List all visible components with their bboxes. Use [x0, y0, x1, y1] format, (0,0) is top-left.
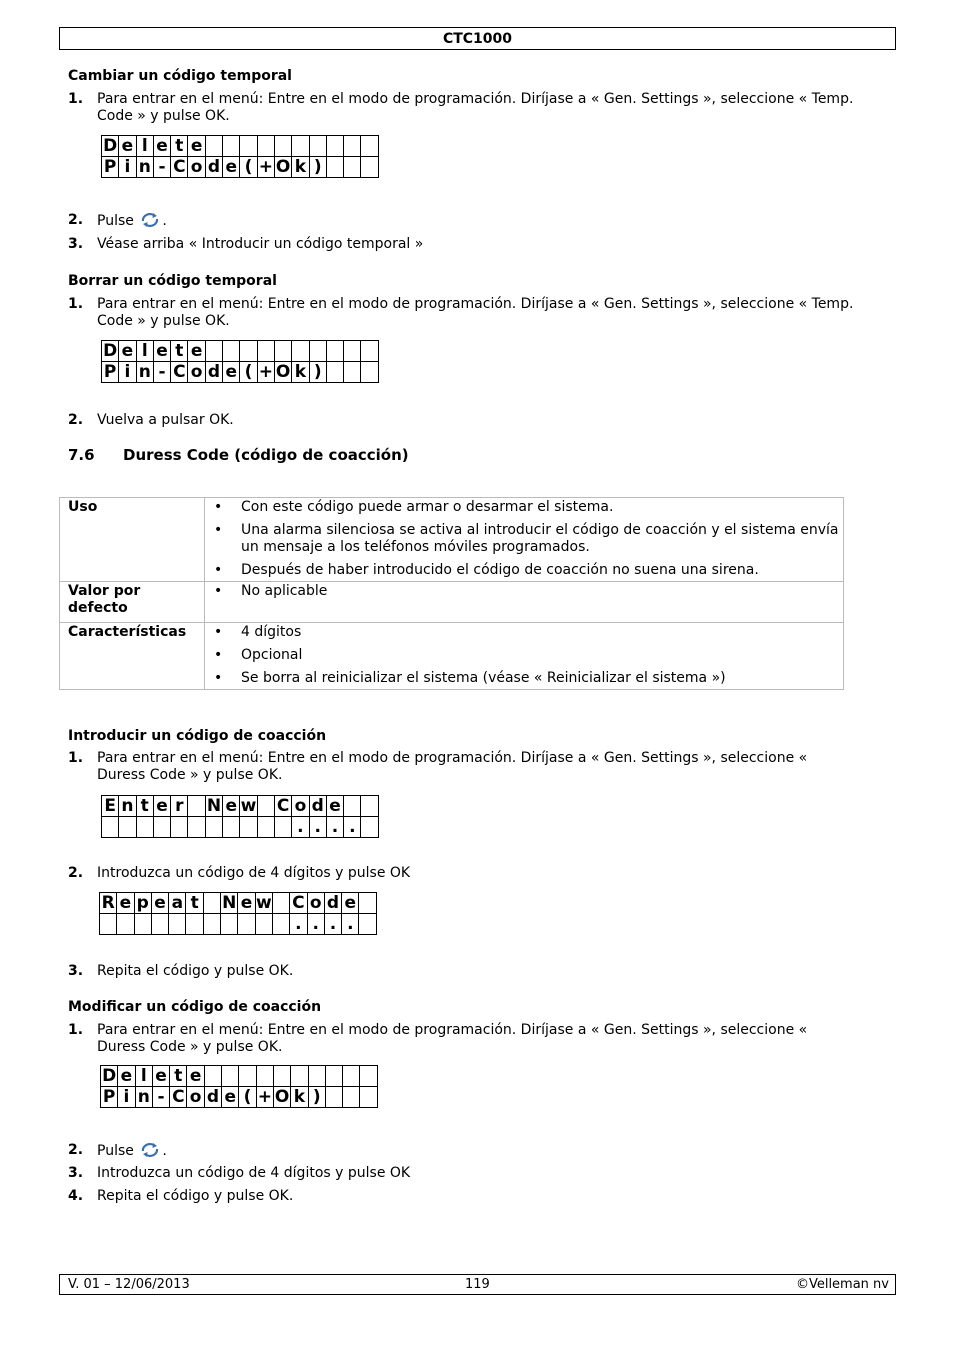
- lcd-cell: [361, 136, 378, 157]
- lcd-cell: [257, 136, 274, 157]
- lcd-cell: t: [186, 893, 203, 914]
- lcd-cell: l: [135, 1066, 152, 1087]
- header-title: CTC1000: [442, 31, 513, 47]
- lcd-cell: [188, 817, 205, 838]
- lcd-cell: e: [153, 341, 170, 362]
- lcd-cell: (: [240, 362, 257, 383]
- lcd-cell: O: [274, 1087, 290, 1107]
- lcd-cell: +: [258, 157, 273, 177]
- list-item: • Se borra al reinicializar el sistema (véase « Reinicializar el sistema »): [205, 670, 843, 687]
- lcd-cell: w: [255, 893, 272, 913]
- table-row: [60, 498, 844, 582]
- lcd-cell: o: [307, 893, 324, 914]
- step-1: 1. Para entrar en el menú: Entre en el modo de programación. Diríjase a « Gen. Settings », seleccione « Duress Code » y pulse OK.: [68, 1022, 808, 1055]
- lcd-cell: C: [290, 893, 307, 914]
- lcd-cell: C: [171, 362, 188, 383]
- lcd-cell: d: [324, 893, 341, 914]
- lcd-row: [102, 796, 379, 817]
- lcd-cell: o: [188, 157, 205, 178]
- lcd-cell: +: [257, 1087, 272, 1107]
- list-item: • Con este código puede armar o desarmar el sistema.: [205, 499, 843, 516]
- duress-info-table: [59, 497, 844, 690]
- page-header: [59, 27, 896, 50]
- step-3: 3. Introduzca un código de 4 dígitos y pulse OK: [68, 1165, 411, 1181]
- lcd-cell: e: [222, 1087, 239, 1108]
- step-1: 1. Para entrar en el menú: Entre en el modo de programación. Diríjase a « Gen. Settings », seleccione « Duress Code » y pulse OK.: [68, 750, 808, 783]
- lcd-cell: (: [239, 1087, 256, 1108]
- lcd-cell: e: [326, 796, 343, 817]
- lcd-display: [101, 340, 379, 383]
- lcd-cell: w: [240, 796, 257, 816]
- lcd-cell: d: [205, 157, 222, 178]
- lcd-cell: [205, 341, 222, 362]
- list-item: • Después de haber introducido el código de coacción no suena una sirena.: [205, 562, 843, 579]
- lcd-cell: [257, 817, 274, 838]
- lcd-cell: k: [291, 1087, 308, 1108]
- lcd-cell: .: [290, 914, 307, 935]
- lcd-cell: [292, 136, 309, 157]
- lcd-cell: [308, 1066, 325, 1087]
- lcd-cell: i: [119, 157, 136, 178]
- lcd-cell: [326, 136, 343, 157]
- lcd-cell: [360, 1087, 377, 1108]
- refresh-arrows-icon: [140, 1142, 160, 1163]
- lcd-cell: ): [308, 1087, 325, 1108]
- lcd-cell: R: [100, 893, 117, 914]
- list-item: • Opcional: [205, 647, 843, 664]
- lcd-cell: e: [223, 796, 240, 817]
- lcd-cell: e: [151, 893, 168, 914]
- lcd-cell: e: [188, 341, 205, 362]
- lcd-cell: N: [222, 893, 237, 913]
- lcd-cell: e: [238, 893, 255, 914]
- lcd-cell: [344, 157, 361, 178]
- section-heading-duress: 7.6 Duress Code (código de coacción): [68, 446, 409, 464]
- lcd-cell: a: [169, 893, 186, 914]
- lcd-cell: [240, 341, 257, 362]
- lcd-cell: [240, 136, 257, 157]
- footer-copyright: ©Velleman nv: [795, 1277, 889, 1292]
- lcd-cell: [326, 341, 343, 362]
- lcd-row: [102, 136, 379, 157]
- lcd-cell: l: [136, 341, 153, 362]
- lcd-cell: e: [117, 893, 134, 914]
- lcd-cell: [153, 817, 170, 838]
- lcd-cell: [325, 1087, 342, 1108]
- lcd-cell: D: [103, 136, 118, 156]
- lcd-cell: d: [309, 796, 326, 817]
- lcd-display: [100, 1065, 378, 1108]
- lcd-cell: [361, 796, 378, 817]
- lcd-cell: [359, 893, 376, 914]
- lcd-cell: i: [119, 362, 136, 383]
- lcd-cell: [359, 914, 376, 935]
- lcd-cell: C: [170, 1087, 187, 1108]
- lcd-cell: t: [171, 341, 188, 362]
- lcd-cell: [343, 1087, 360, 1108]
- lcd-cell: [102, 817, 119, 838]
- lcd-cell: O: [275, 157, 291, 177]
- lcd-cell: [239, 1066, 256, 1087]
- lcd-cell: -: [152, 1087, 169, 1108]
- lcd-cell: [203, 893, 220, 914]
- lcd-cell: [119, 817, 136, 838]
- lcd-cell: p: [134, 893, 151, 914]
- lcd-cell: [136, 817, 153, 838]
- lcd-cell: [186, 914, 203, 935]
- lcd-cell: ): [309, 362, 326, 383]
- lcd-cell: [292, 341, 309, 362]
- lcd-cell: [272, 914, 289, 935]
- step-3: 3. Repita el código y pulse OK.: [68, 963, 294, 979]
- step-4: 4. Repita el código y pulse OK.: [68, 1188, 294, 1204]
- lcd-cell: [274, 136, 291, 157]
- lcd-cell: [273, 1066, 290, 1087]
- lcd-cell: e: [342, 893, 359, 914]
- lcd-cell: [326, 362, 343, 383]
- lcd-cell: [309, 341, 326, 362]
- step-1: 1. Para entrar en el menú: Entre en el modo de programación. Diríjase a « Gen. Settings », seleccione « Temp. Code » y pulse OK.: [68, 296, 854, 329]
- lcd-cell: e: [119, 341, 136, 362]
- lcd-cell: e: [119, 136, 136, 157]
- list-item: • 4 dígitos: [205, 624, 843, 641]
- lcd-cell: [255, 914, 272, 935]
- lcd-cell: [169, 914, 186, 935]
- lcd-cell: C: [171, 157, 188, 178]
- lcd-cell: [272, 893, 289, 914]
- lcd-cell: e: [223, 362, 240, 383]
- lcd-cell: d: [205, 362, 222, 383]
- lcd-cell: [361, 362, 378, 383]
- table-row: [60, 623, 844, 690]
- lcd-cell: [344, 341, 361, 362]
- table-row: [60, 582, 844, 623]
- lcd-cell: [223, 341, 240, 362]
- lcd-cell: e: [187, 1066, 204, 1087]
- lcd-cell: .: [344, 817, 361, 838]
- lcd-cell: .: [324, 914, 341, 935]
- lcd-cell: [204, 1066, 221, 1087]
- lcd-cell: [205, 817, 222, 838]
- lcd-cell: [274, 817, 291, 838]
- lcd-cell: [326, 157, 343, 178]
- lcd-cell: [134, 914, 151, 935]
- lcd-cell: i: [118, 1087, 135, 1108]
- lcd-display: [101, 795, 379, 838]
- lcd-row: [100, 893, 377, 914]
- lcd-cell: o: [188, 362, 205, 383]
- lcd-cell: e: [153, 796, 170, 817]
- lcd-cell: +: [258, 362, 273, 382]
- section-title-cambiar: Cambiar un código temporal: [68, 68, 292, 84]
- lcd-cell: E: [102, 796, 119, 817]
- lcd-cell: [360, 1066, 377, 1087]
- list-item: • No aplicable: [205, 583, 843, 600]
- step-2: 2. Pulse .: [68, 212, 858, 233]
- lcd-cell: [325, 1066, 342, 1087]
- lcd-cell: [151, 914, 168, 935]
- lcd-cell: P: [102, 157, 119, 178]
- lcd-cell: -: [153, 157, 170, 178]
- lcd-cell: n: [136, 157, 153, 178]
- lcd-cell: n: [136, 362, 153, 383]
- lcd-cell: [344, 362, 361, 383]
- lcd-cell: P: [102, 362, 119, 383]
- lcd-cell: [343, 1066, 360, 1087]
- footer-version: V. 01 – 12/06/2013: [68, 1277, 190, 1292]
- lcd-cell: o: [292, 796, 309, 817]
- lcd-cell: [257, 796, 274, 817]
- step-2: 2. Pulse .: [68, 1142, 858, 1163]
- lcd-cell: [238, 914, 255, 935]
- lcd-cell: [291, 1066, 308, 1087]
- lcd-cell: [171, 817, 188, 838]
- lcd-cell: [240, 817, 257, 838]
- lcd-cell: [223, 136, 240, 157]
- lcd-cell: [361, 817, 378, 838]
- lcd-row: [102, 362, 379, 383]
- lcd-cell: N: [206, 796, 222, 816]
- row-label: Uso: [60, 498, 205, 582]
- lcd-cell: [361, 341, 378, 362]
- lcd-cell: e: [118, 1066, 135, 1087]
- lcd-cell: D: [102, 1066, 117, 1086]
- lcd-cell: o: [187, 1087, 204, 1108]
- lcd-cell: k: [292, 362, 309, 383]
- page-number: 119: [465, 1277, 490, 1292]
- lcd-cell: O: [275, 362, 291, 382]
- lcd-cell: t: [170, 1066, 187, 1087]
- lcd-row: [102, 157, 379, 178]
- lcd-cell: [344, 136, 361, 157]
- lcd-cell: [188, 796, 205, 817]
- lcd-cell: [205, 136, 222, 157]
- lcd-cell: d: [204, 1087, 221, 1108]
- lcd-display: [99, 892, 377, 935]
- lcd-cell: [256, 1066, 273, 1087]
- lcd-cell: .: [326, 817, 343, 838]
- lcd-cell: .: [307, 914, 324, 935]
- row-label: Valor por defecto: [60, 582, 205, 623]
- lcd-cell: e: [153, 136, 170, 157]
- step-2: 2. Vuelva a pulsar OK.: [68, 412, 234, 428]
- lcd-cell: P: [101, 1087, 118, 1108]
- lcd-row: [102, 817, 379, 838]
- lcd-row: [100, 914, 377, 935]
- lcd-display: [101, 135, 379, 178]
- lcd-cell: C: [274, 796, 291, 817]
- lcd-cell: [117, 914, 134, 935]
- lcd-cell: k: [292, 157, 309, 178]
- lcd-cell: t: [171, 136, 188, 157]
- lcd-cell: [221, 914, 238, 935]
- lcd-cell: [274, 341, 291, 362]
- lcd-cell: t: [136, 796, 153, 817]
- lcd-cell: n: [135, 1087, 152, 1108]
- lcd-cell: [223, 817, 240, 838]
- lcd-cell: .: [292, 817, 309, 838]
- section-title-introducir: Introducir un código de coacción: [68, 728, 327, 744]
- lcd-cell: [309, 136, 326, 157]
- section-title-modificar: Modificar un código de coacción: [68, 999, 322, 1015]
- step-3: 3. Véase arriba « Introducir un código temporal »: [68, 236, 424, 252]
- lcd-cell: .: [342, 914, 359, 935]
- lcd-row: [102, 341, 379, 362]
- lcd-cell: e: [223, 157, 240, 178]
- lcd-cell: e: [188, 136, 205, 157]
- lcd-cell: D: [103, 341, 118, 361]
- lcd-cell: r: [171, 796, 188, 817]
- lcd-row: [101, 1087, 378, 1108]
- lcd-cell: [344, 796, 361, 817]
- lcd-cell: e: [152, 1066, 169, 1087]
- lcd-cell: (: [240, 157, 257, 178]
- lcd-cell: [257, 341, 274, 362]
- lcd-cell: n: [119, 796, 136, 817]
- step-2: 2. Introduzca un código de 4 dígitos y pulse OK: [68, 865, 411, 881]
- lcd-cell: -: [153, 362, 170, 383]
- page-footer: [59, 1274, 896, 1295]
- lcd-cell: [222, 1066, 239, 1087]
- lcd-cell: l: [136, 136, 153, 157]
- row-label: Características: [60, 623, 205, 690]
- lcd-cell: [361, 157, 378, 178]
- lcd-cell: .: [309, 817, 326, 838]
- list-item: • Una alarma silenciosa se activa al introducir el código de coacción y el sistema envía un mensaje a los teléfonos móviles programados.: [205, 522, 843, 556]
- lcd-cell: [203, 914, 220, 935]
- lcd-cell: [100, 914, 117, 935]
- step-1: 1. Para entrar en el menú: Entre en el modo de programación. Diríjase a « Gen. Settings », seleccione « Temp. Code » y pulse OK.: [68, 91, 854, 124]
- lcd-cell: ): [309, 157, 326, 178]
- section-title-borrar: Borrar un código temporal: [68, 273, 277, 289]
- refresh-arrows-icon: [140, 212, 160, 233]
- lcd-row: [101, 1066, 378, 1087]
